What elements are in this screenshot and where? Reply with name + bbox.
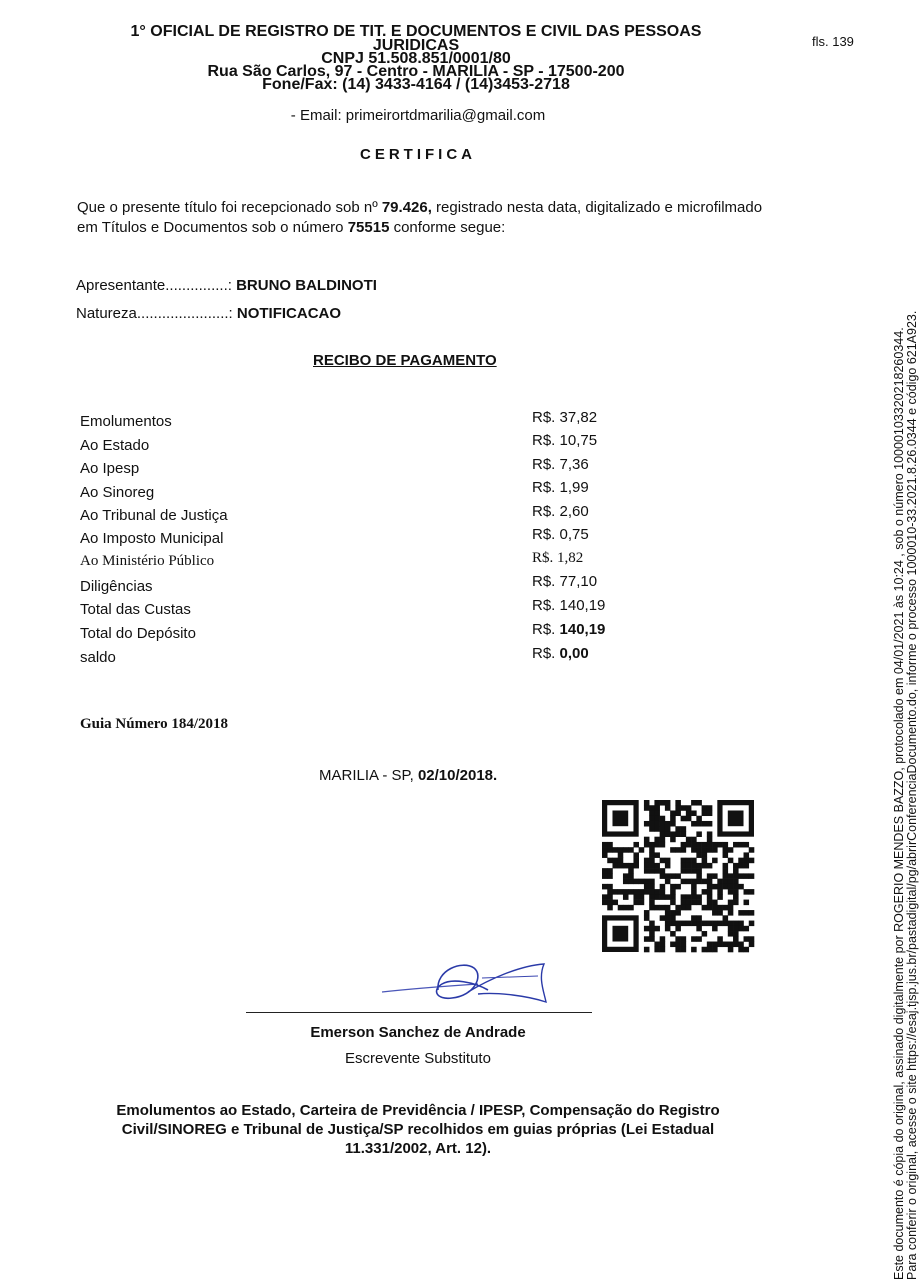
presenter-value: BRUNO BALDINOTI [236, 277, 377, 294]
registry-header [96, 24, 736, 93]
receipt-row-value: R$. 37,82 [532, 409, 598, 426]
balance-value: 0,00 [559, 645, 589, 662]
digital-signature-stamp [893, 0, 919, 1280]
intro-text-2: registrado nesta data, digitalizado e microfilmado em Títulos e Documentos sob o número [77, 199, 763, 236]
cnpj: CNPJ 51.508.851/0001/80 [321, 50, 511, 67]
page-reference: fls. 139 [812, 34, 854, 49]
presenter-label: Apresentante...............: [76, 277, 237, 294]
receipt-row-label: Ao Estado [80, 437, 150, 454]
registry-number: 75515 [347, 219, 390, 236]
currency-prefix: R$. [532, 621, 560, 638]
receipt-row-value: R$. 0,75 [532, 526, 589, 543]
handwritten-signature [378, 956, 552, 1008]
document-title: CERTIFICA [360, 146, 476, 163]
receipt-row-label: Ao Tribunal de Justiça [80, 507, 228, 524]
presenter-field [76, 277, 377, 294]
receipt-row-value: R$. 7,36 [532, 456, 589, 473]
receipt-row-value: R$. 2,60 [532, 503, 589, 520]
nature-field [76, 305, 341, 322]
receipt-row-value: R$. 140,19 [532, 597, 606, 614]
stamp-line-1: Este documento é cópia do original, assinado digitalmente por ROGERIO MENDES BAZZO, protocolado em 04/01/2021 às 10:24 , sob o número 10000103320218260344. [892, 327, 906, 1280]
receipt-row-label: saldo [80, 649, 116, 666]
phone: Fone/Fax: (14) 3433-4164 / (14)3453-2718 [262, 76, 570, 93]
intro-text-1: Que o presente título foi recepcionado sob nº [77, 199, 382, 216]
signer-role: Escrevente Substituto [345, 1050, 491, 1067]
protocol-number: 79.426, [381, 199, 432, 216]
receipt-row-value: R$. 77,10 [532, 573, 598, 590]
signature-line [246, 1012, 592, 1013]
registry-name-cont: JURIDICAS [372, 37, 460, 54]
currency-prefix: R$. [532, 645, 560, 662]
receipt-row-label: Total das Custas [80, 601, 191, 618]
qr-code [600, 800, 756, 952]
receipt-row-value: R$. 10,75 [532, 432, 598, 449]
intro-paragraph [77, 198, 777, 238]
date: 02/10/2018. [417, 767, 498, 784]
place-date [319, 767, 497, 784]
nature-value: NOTIFICACAO [236, 305, 342, 322]
receipt-row-label: Emolumentos [80, 413, 172, 430]
city: MARILIA - SP, [319, 767, 418, 784]
receipt-row-label: Ao Imposto Municipal [80, 530, 224, 547]
deposit-total: 140,19 [559, 621, 606, 638]
footer-note: Emolumentos ao Estado, Carteira de Previdência / IPESP, Compensação do Registro Civil/SINOREG e Tribunal de Justiça/SP recolhidos em guias próprias (Lei Estadual 11.331/2002, Art. 12). [116, 1102, 720, 1157]
receipt-title: RECIBO DE PAGAMENTO [313, 352, 497, 369]
stamp-line-2: Para conferir o original, acesse o site https://esaj.tjsp.jus.br/pastadigital/pg/abrirConferenciaDocumento.do, informe o processo 1000010-33.2021.8.26.0344 e código 621A923. [905, 310, 919, 1280]
registry-name: 1° OFICIAL DE REGISTRO DE TIT. E DOCUMENTOS E CIVIL DAS PESSOAS [130, 23, 702, 40]
receipt-row-label: Ao Ipesp [80, 460, 140, 477]
receipt-row-label: Total do Depósito [80, 625, 196, 642]
email-line: - Email: primeirortdmarilia@gmail.com [290, 107, 546, 124]
receipt-row-value: R$. 1,82 [532, 550, 584, 566]
nature-label: Natureza......................: [76, 305, 237, 322]
guide-number: Guia Número 184/2018 [80, 716, 229, 732]
receipt-row-value [532, 645, 589, 662]
receipt-row-label: Diligências [80, 578, 153, 595]
receipt-row-label: Ao Ministério Público [80, 553, 215, 569]
address: Rua São Carlos, 97 - Centro - MARILIA - SP - 17500-200 [207, 63, 625, 80]
intro-text-3: conforme segue: [389, 219, 506, 236]
receipt-row-value: R$. 1,99 [532, 479, 589, 496]
receipt-row-label: Ao Sinoreg [80, 484, 155, 501]
signer-name: Emerson Sanchez de Andrade [310, 1024, 526, 1041]
receipt-row-value [532, 621, 605, 638]
